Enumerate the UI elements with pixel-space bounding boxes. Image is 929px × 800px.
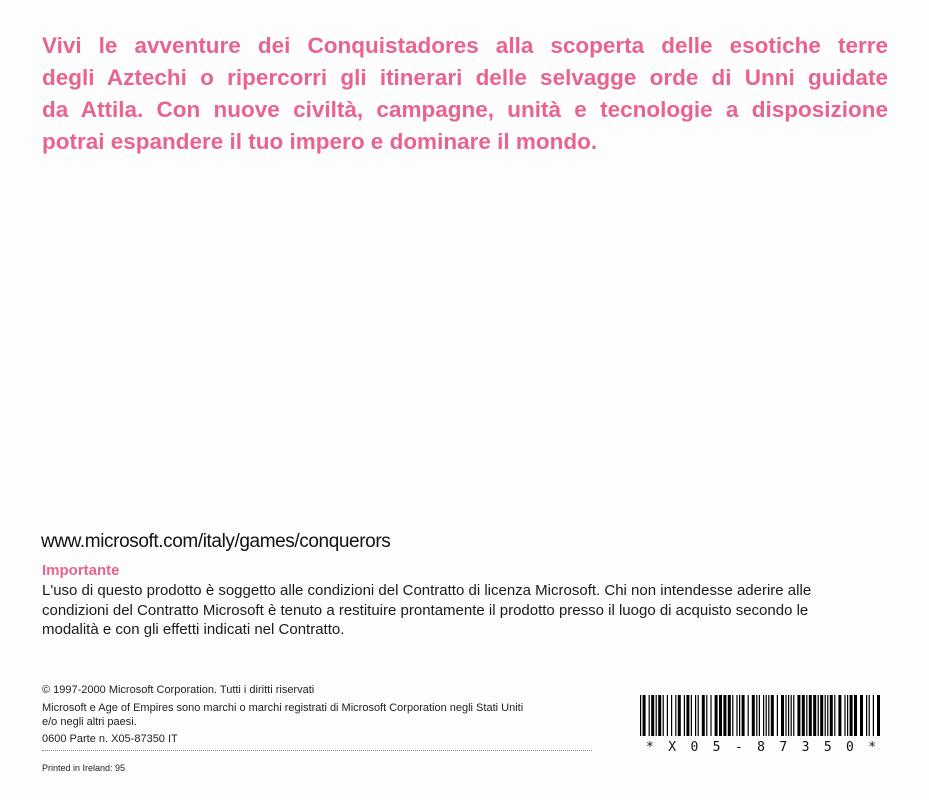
- barcode-bar: [818, 695, 819, 736]
- barcode-bar: [695, 695, 696, 736]
- barcode-bar: [686, 695, 689, 736]
- license-notice: L'uso di questo prodotto è soggetto alle condizioni del Contratto di licenza Microsoft. Chi non intendesse aderire alle condizioni del Contratto Microsoft è tenuto a restituire prontamente il prodotto presso il luogo di acquisto secondo le modalità e con gli effetti indicati nel Contratto.: [42, 582, 812, 638]
- barcode-bar: [763, 695, 764, 736]
- barcode-bar: [698, 695, 699, 736]
- barcode-bar: [667, 695, 668, 736]
- barcode-bar: [771, 695, 774, 736]
- barcode-bar: [860, 695, 863, 736]
- barcode-bar: [702, 695, 705, 736]
- barcode-bar: [791, 695, 792, 736]
- barcode-bar: [802, 695, 805, 736]
- barcode-bar: [820, 695, 823, 736]
- barcode-bar: [756, 695, 757, 736]
- barcode-bar: [825, 695, 826, 736]
- barcode-bar: [671, 695, 672, 736]
- barcode: [640, 695, 882, 736]
- barcode-bar: [719, 695, 722, 736]
- barcode-bar: [736, 695, 737, 736]
- barcode-bar: [788, 695, 789, 736]
- barcode-bar: [806, 695, 807, 736]
- barcode-bar: [793, 695, 794, 736]
- barcode-bar: [739, 695, 740, 736]
- barcode-bar: [728, 695, 731, 736]
- barcode-bar: [663, 695, 664, 736]
- trademark-line: Microsoft e Age of Empires sono marchi o marchi registrati di Microsoft Corporation negli Stati Uniti: [42, 702, 524, 714]
- barcode-bar: [838, 695, 841, 736]
- barcode-bar: [691, 695, 692, 736]
- barcode-bar: [768, 695, 769, 736]
- barcode-bar: [869, 695, 870, 736]
- barcode-bar: [675, 695, 676, 736]
- barcode-bar: [766, 695, 767, 736]
- trademark-line: e/o negli altri paesi.: [42, 716, 137, 728]
- barcode-bar: [732, 695, 733, 736]
- barcode-bar: [866, 695, 867, 736]
- dotted-divider: [42, 750, 592, 751]
- barcode-bar: [742, 695, 745, 736]
- website-url: www.microsoft.com/italy/games/conquerors: [41, 531, 391, 552]
- barcode-bar: [813, 695, 816, 736]
- intro-line: potrai espandere il tuo impero e dominare il mondo.: [42, 129, 598, 154]
- barcode-bar: [781, 695, 784, 736]
- barcode-bar: [710, 695, 711, 736]
- barcode-bar: [847, 695, 848, 736]
- barcode-bar: [656, 695, 657, 736]
- barcode-bar: [723, 695, 726, 736]
- barcode-bar: [785, 695, 786, 736]
- intro-line: degli Aztechi o ripercorri gli itinerari delle selvagge orde di Unni guidate: [42, 65, 888, 90]
- barcode-bar: [809, 695, 812, 736]
- barcode-bar: [873, 695, 874, 736]
- barcode-bar: [797, 695, 800, 736]
- barcode-bar: [658, 695, 661, 736]
- barcode-bar: [748, 695, 749, 736]
- barcode-bar: [715, 695, 718, 736]
- part-number: 0600 Parte n. X05-87350 IT: [42, 733, 178, 745]
- barcode-bar: [877, 695, 880, 736]
- barcode-bar: [649, 695, 650, 736]
- barcode-bar: [850, 695, 853, 736]
- barcode-bar: [706, 695, 707, 736]
- barcode-text: *X05-87350*: [646, 740, 891, 755]
- barcode-bar: [640, 695, 641, 736]
- barcode-bar: [678, 695, 681, 736]
- barcode-bar: [759, 695, 760, 736]
- barcode-bar: [854, 695, 857, 736]
- printed-in: Printed in Ireland: 95: [42, 763, 126, 773]
- important-heading: Importante: [42, 562, 120, 579]
- intro-line: Vivi le avventure dei Conquistadores alla scoperta delle esotiche terre: [42, 33, 888, 58]
- barcode-bar: [827, 695, 828, 736]
- barcode-bar: [830, 695, 833, 736]
- intro-paragraph: [42, 30, 888, 158]
- barcode-bar: [684, 695, 685, 736]
- copyright-text: © 1997-2000 Microsoft Corporation. Tutti i diritti riservati: [42, 684, 315, 696]
- barcode-bar: [643, 695, 646, 736]
- barcode-bar: [844, 695, 845, 736]
- barcode-bar: [834, 695, 835, 736]
- barcode-bar: [752, 695, 755, 736]
- barcode-bar: [651, 695, 654, 736]
- barcode-bar: [777, 695, 778, 736]
- intro-line: da Attila. Con nuove civiltà, campagne, unità e tecnologie a disposizione: [42, 97, 888, 122]
